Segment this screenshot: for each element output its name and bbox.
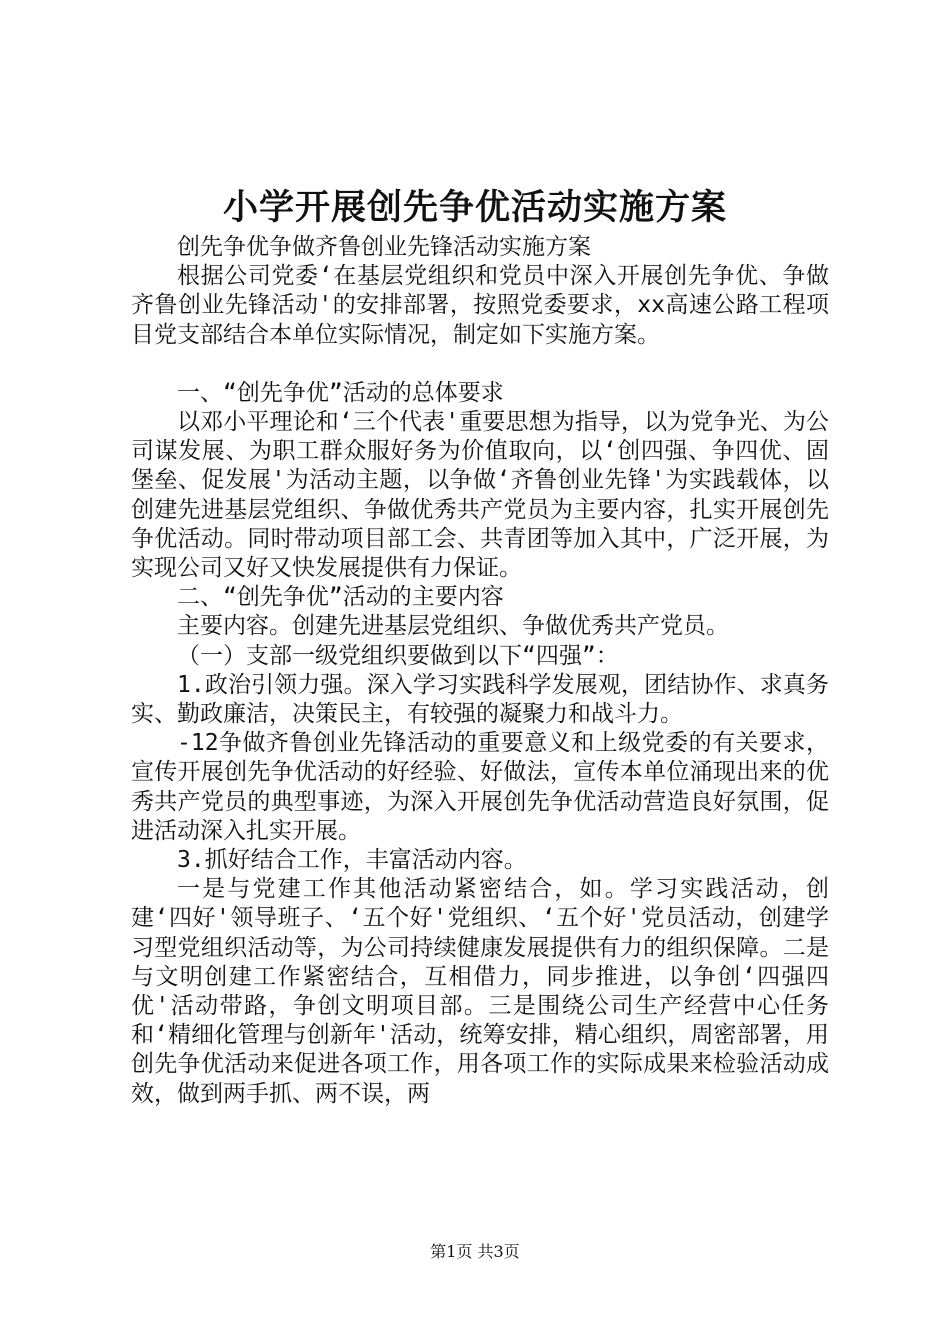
page-footer: 第1页 共3页 <box>430 1242 520 1261</box>
paragraph-item-3: 3.抓好结合工作，丰富活动内容。 <box>177 847 527 874</box>
paragraph-main-content: 主要内容。创建先进基层党组织、争做优秀共产党员。 <box>177 613 729 640</box>
section-heading-2: 二、“创先争优”活动的主要内容 <box>177 584 504 611</box>
section-heading-1: 一、“创先争优”活动的总体要求 <box>177 379 504 406</box>
paragraph-item-2: -12争做齐鲁创业先锋活动的重要意义和上级党委的有关要求，宣传开展创先争优活动的好经验、好做法，宣传本单位涌现出来的优秀共产党员的典型事迹，为深入开展创先争优活动营造良好氛围，促进活动深入扎实开展。 <box>131 730 829 844</box>
paragraph-intro: 根据公司党委‘在基层党组织和党员中深入开展创先争优、争做齐鲁创业先锋活动'的安排部署，按照党委要求，xx高速公路工程项目党支部结合本单位实际情况，制定如下实施方案。 <box>131 263 829 348</box>
subsection-heading-1: （一）支部一级党组织要做到以下“四强”： <box>177 642 619 669</box>
paragraph-integration: 一是与党建工作其他活动紧密结合，如。学习实践活动，创建‘四好'领导班子、‘五个好'党组织、‘五个好'党员活动，创建学习型党组织活动等，为公司持续健康发展提供有力的组织保障。二是与文明创建工作紧密结合，互相借力，同步推进，以争创‘四强四优'活动带路，争创文明项目部。三是围绕公司生产经营中心任务和‘精细化管理与创新年'活动，统筹安排，精心组织，周密部署，用创先争优活动来促进各项工作，用各项工作的实际成果来检验活动成效，做到两手抓、两不误，两 <box>131 876 829 1107</box>
paragraph-spacer <box>131 350 829 379</box>
document-title: 小学开展创先争优活动实施方案 <box>222 187 727 228</box>
paragraph-general-requirements: 以邓小平理论和‘三个代表'重要思想为指导，以为党争光、为公司谋发展、为职工群众服好务为价值取向，以‘创四强、争四优、固堡垒、促发展'为活动主题，以争做‘齐鲁创业先锋'为实践载体，以创建先进基层党组织、争做优秀共产党员为主要内容，扎实开展创先争优活动。同时带动项目部工会、共青团等加入其中，广泛开展，为实现公司又好又快发展提供有力保证。 <box>131 409 829 582</box>
document-body <box>131 233 829 1109</box>
paragraph-item-1: 1.政治引领力强。深入学习实践科学发展观，团结协作、求真务实、勤政廉洁，决策民主，有较强的凝聚力和战斗力。 <box>131 671 829 728</box>
paragraph-subtitle: 创先争优争做齐鲁创业先锋活动实施方案 <box>177 234 591 260</box>
